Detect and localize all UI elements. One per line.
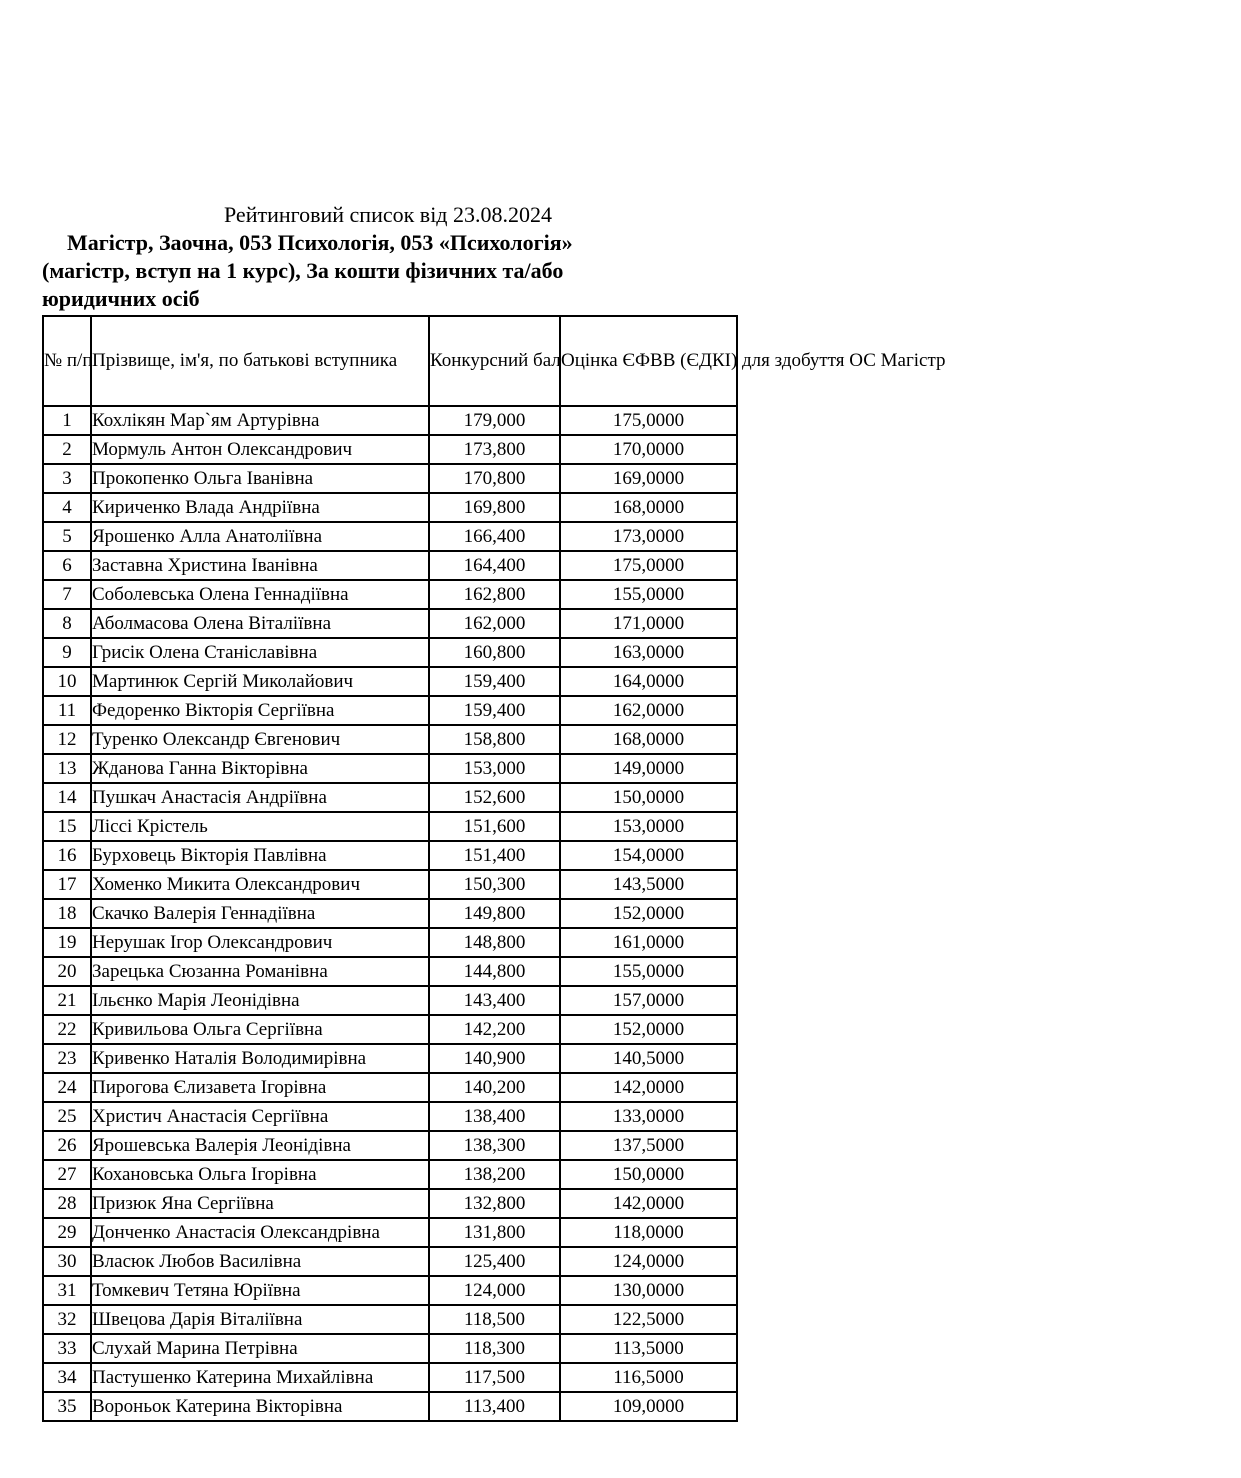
table-row <box>43 812 737 841</box>
header-ext: Оцінка ЄФВВ (ЄДКІ) для здобуття ОС Магістр <box>560 316 737 406</box>
document-subtitle: Магістр, Заочна, 053 Психологія, 053 «Психологія» (магістр, вступ на 1 курс), За кошти фізичних та/або юридичних осіб <box>42 230 573 311</box>
row-num: 27 <box>43 1160 91 1189</box>
row-num: 4 <box>43 493 91 522</box>
row-ext: 150,0000 <box>560 783 737 812</box>
row-score: 151,400 <box>429 841 560 870</box>
table-row <box>43 725 737 754</box>
table-row <box>43 841 737 870</box>
row-num: 8 <box>43 609 91 638</box>
row-num: 26 <box>43 1131 91 1160</box>
row-ext: 169,0000 <box>560 464 737 493</box>
row-ext: 109,0000 <box>560 1392 737 1421</box>
row-ext: 142,0000 <box>560 1189 737 1218</box>
table-row <box>43 899 737 928</box>
table-row <box>43 667 737 696</box>
table-row <box>43 464 737 493</box>
row-score: 144,800 <box>429 957 560 986</box>
row-ext: 118,0000 <box>560 1218 737 1247</box>
row-ext: 164,0000 <box>560 667 737 696</box>
row-ext: 143,5000 <box>560 870 737 899</box>
table-row <box>43 638 737 667</box>
row-num: 19 <box>43 928 91 957</box>
row-num: 1 <box>43 406 91 435</box>
row-num: 28 <box>43 1189 91 1218</box>
table-row <box>43 522 737 551</box>
row-name: Швецова Дарія Віталіївна <box>91 1305 429 1334</box>
table-row <box>43 1160 737 1189</box>
row-ext: 142,0000 <box>560 1073 737 1102</box>
table-header-row <box>43 316 737 406</box>
table-row <box>43 1247 737 1276</box>
table-row <box>43 1044 737 1073</box>
row-ext: 161,0000 <box>560 928 737 957</box>
table-row <box>43 928 737 957</box>
row-score: 125,400 <box>429 1247 560 1276</box>
row-score: 138,400 <box>429 1102 560 1131</box>
row-score: 142,200 <box>429 1015 560 1044</box>
row-num: 25 <box>43 1102 91 1131</box>
row-num: 30 <box>43 1247 91 1276</box>
row-num: 35 <box>43 1392 91 1421</box>
row-score: 140,900 <box>429 1044 560 1073</box>
row-name: Туренко Олександр Євгенович <box>91 725 429 754</box>
row-name: Вороньок Катерина Вікторівна <box>91 1392 429 1421</box>
row-name: Пушкач Анастасія Андріївна <box>91 783 429 812</box>
row-name: Ільєнко Марія Леонідівна <box>91 986 429 1015</box>
row-num: 13 <box>43 754 91 783</box>
row-ext: 149,0000 <box>560 754 737 783</box>
row-score: 162,800 <box>429 580 560 609</box>
table-row <box>43 696 737 725</box>
table-row <box>43 783 737 812</box>
row-num: 11 <box>43 696 91 725</box>
row-score: 162,000 <box>429 609 560 638</box>
row-num: 31 <box>43 1276 91 1305</box>
row-ext: 113,5000 <box>560 1334 737 1363</box>
table-row <box>43 580 737 609</box>
table-row <box>43 1276 737 1305</box>
row-score: 118,300 <box>429 1334 560 1363</box>
row-score: 159,400 <box>429 667 560 696</box>
table-row <box>43 1073 737 1102</box>
row-ext: 122,5000 <box>560 1305 737 1334</box>
row-name: Заставна Христина Іванівна <box>91 551 429 580</box>
row-num: 32 <box>43 1305 91 1334</box>
row-score: 159,400 <box>429 696 560 725</box>
row-name: Бурховець Вікторія Павлівна <box>91 841 429 870</box>
row-ext: 171,0000 <box>560 609 737 638</box>
row-score: 131,800 <box>429 1218 560 1247</box>
table-row <box>43 1015 737 1044</box>
table-row <box>43 957 737 986</box>
row-name: Призюк Яна Сергіївна <box>91 1189 429 1218</box>
table-row <box>43 1363 737 1392</box>
row-ext: 162,0000 <box>560 696 737 725</box>
row-name: Ярошевська Валерія Леонідівна <box>91 1131 429 1160</box>
row-ext: 157,0000 <box>560 986 737 1015</box>
row-name: Ярошенко Алла Анатоліївна <box>91 522 429 551</box>
row-num: 20 <box>43 957 91 986</box>
row-name: Донченко Анастасія Олександрівна <box>91 1218 429 1247</box>
table-row <box>43 1102 737 1131</box>
row-name: Кириченко Влада Андріївна <box>91 493 429 522</box>
row-score: 113,400 <box>429 1392 560 1421</box>
rating-table <box>42 315 946 1422</box>
row-score: 149,800 <box>429 899 560 928</box>
row-ext: 137,5000 <box>560 1131 737 1160</box>
row-score: 138,200 <box>429 1160 560 1189</box>
row-score: 124,000 <box>429 1276 560 1305</box>
row-score: 143,400 <box>429 986 560 1015</box>
row-ext: 163,0000 <box>560 638 737 667</box>
row-name: Аболмасова Олена Віталіївна <box>91 609 429 638</box>
row-ext: 153,0000 <box>560 812 737 841</box>
table-row <box>43 1392 737 1421</box>
row-name: Христич Анастасія Сергіївна <box>91 1102 429 1131</box>
row-ext: 152,0000 <box>560 1015 737 1044</box>
table-row <box>43 609 737 638</box>
row-ext: 116,5000 <box>560 1363 737 1392</box>
row-name: Ліссі Крістель <box>91 812 429 841</box>
row-name: Хоменко Микита Олександрович <box>91 870 429 899</box>
table-row <box>43 493 737 522</box>
row-score: 118,500 <box>429 1305 560 1334</box>
row-ext: 175,0000 <box>560 406 737 435</box>
row-score: 117,500 <box>429 1363 560 1392</box>
row-ext: 152,0000 <box>560 899 737 928</box>
document-title: Рейтинговий список від 23.08.2024 <box>223 202 552 227</box>
row-num: 29 <box>43 1218 91 1247</box>
row-ext: 150,0000 <box>560 1160 737 1189</box>
row-num: 15 <box>43 812 91 841</box>
row-name: Федоренко Вікторія Сергіївна <box>91 696 429 725</box>
row-name: Нерушак Ігор Олександрович <box>91 928 429 957</box>
row-num: 17 <box>43 870 91 899</box>
row-name: Прокопенко Ольга Іванівна <box>91 464 429 493</box>
row-score: 152,600 <box>429 783 560 812</box>
row-name: Кохановська Ольга Ігорівна <box>91 1160 429 1189</box>
row-name: Слухай Марина Петрівна <box>91 1334 429 1363</box>
row-num: 14 <box>43 783 91 812</box>
row-ext: 175,0000 <box>560 551 737 580</box>
row-score: 170,800 <box>429 464 560 493</box>
row-num: 33 <box>43 1334 91 1363</box>
row-num: 10 <box>43 667 91 696</box>
row-num: 12 <box>43 725 91 754</box>
row-ext: 133,0000 <box>560 1102 737 1131</box>
row-num: 21 <box>43 986 91 1015</box>
row-score: 138,300 <box>429 1131 560 1160</box>
row-ext: 168,0000 <box>560 725 737 754</box>
table-row <box>43 986 737 1015</box>
header-num: № п/п <box>43 316 91 406</box>
table-row <box>43 1334 737 1363</box>
row-score: 179,000 <box>429 406 560 435</box>
row-name: Жданова Ганна Вікторівна <box>91 754 429 783</box>
row-num: 2 <box>43 435 91 464</box>
row-name: Грисік Олена Станіславівна <box>91 638 429 667</box>
table-body <box>43 406 737 1421</box>
row-name: Пастушенко Катерина Михайлівна <box>91 1363 429 1392</box>
table-row <box>43 406 737 435</box>
row-ext: 130,0000 <box>560 1276 737 1305</box>
row-num: 34 <box>43 1363 91 1392</box>
row-score: 148,800 <box>429 928 560 957</box>
row-score: 140,200 <box>429 1073 560 1102</box>
row-score: 132,800 <box>429 1189 560 1218</box>
row-name: Кривильова Ольга Сергіївна <box>91 1015 429 1044</box>
table-row <box>43 551 737 580</box>
table-row <box>43 435 737 464</box>
row-name: Томкевич Тетяна Юріївна <box>91 1276 429 1305</box>
row-num: 22 <box>43 1015 91 1044</box>
row-ext: 168,0000 <box>560 493 737 522</box>
table-row <box>43 1131 737 1160</box>
row-score: 151,600 <box>429 812 560 841</box>
table-row <box>43 870 737 899</box>
row-score: 153,000 <box>429 754 560 783</box>
header-name: Прізвище, ім'я, по батькові вступника <box>91 316 429 406</box>
row-ext: 140,5000 <box>560 1044 737 1073</box>
row-num: 9 <box>43 638 91 667</box>
row-num: 5 <box>43 522 91 551</box>
header-score: Конкурсний бал <box>429 316 560 406</box>
row-score: 150,300 <box>429 870 560 899</box>
row-num: 6 <box>43 551 91 580</box>
row-ext: 154,0000 <box>560 841 737 870</box>
row-ext: 155,0000 <box>560 580 737 609</box>
table-row <box>43 1218 737 1247</box>
row-num: 24 <box>43 1073 91 1102</box>
row-score: 164,400 <box>429 551 560 580</box>
row-score: 166,400 <box>429 522 560 551</box>
row-score: 160,800 <box>429 638 560 667</box>
row-name: Кохлікян Мар`ям Артурівна <box>91 406 429 435</box>
row-name: Скачко Валерія Геннадіївна <box>91 899 429 928</box>
row-name: Зарецька Сюзанна Романівна <box>91 957 429 986</box>
row-name: Пирогова Єлизавета Ігорівна <box>91 1073 429 1102</box>
row-num: 7 <box>43 580 91 609</box>
row-ext: 124,0000 <box>560 1247 737 1276</box>
row-num: 3 <box>43 464 91 493</box>
table-row <box>43 1189 737 1218</box>
row-num: 18 <box>43 899 91 928</box>
row-name: Соболевська Олена Геннадіївна <box>91 580 429 609</box>
table-row <box>43 1305 737 1334</box>
row-ext: 155,0000 <box>560 957 737 986</box>
row-name: Мартинюк Сергій Миколайович <box>91 667 429 696</box>
row-score: 158,800 <box>429 725 560 754</box>
row-num: 23 <box>43 1044 91 1073</box>
table-row <box>43 754 737 783</box>
row-name: Мормуль Антон Олександрович <box>91 435 429 464</box>
row-ext: 173,0000 <box>560 522 737 551</box>
row-score: 169,800 <box>429 493 560 522</box>
row-num: 16 <box>43 841 91 870</box>
row-score: 173,800 <box>429 435 560 464</box>
row-name: Кривенко Наталія Володимирівна <box>91 1044 429 1073</box>
row-name: Власюк Любов Василівна <box>91 1247 429 1276</box>
row-ext: 170,0000 <box>560 435 737 464</box>
